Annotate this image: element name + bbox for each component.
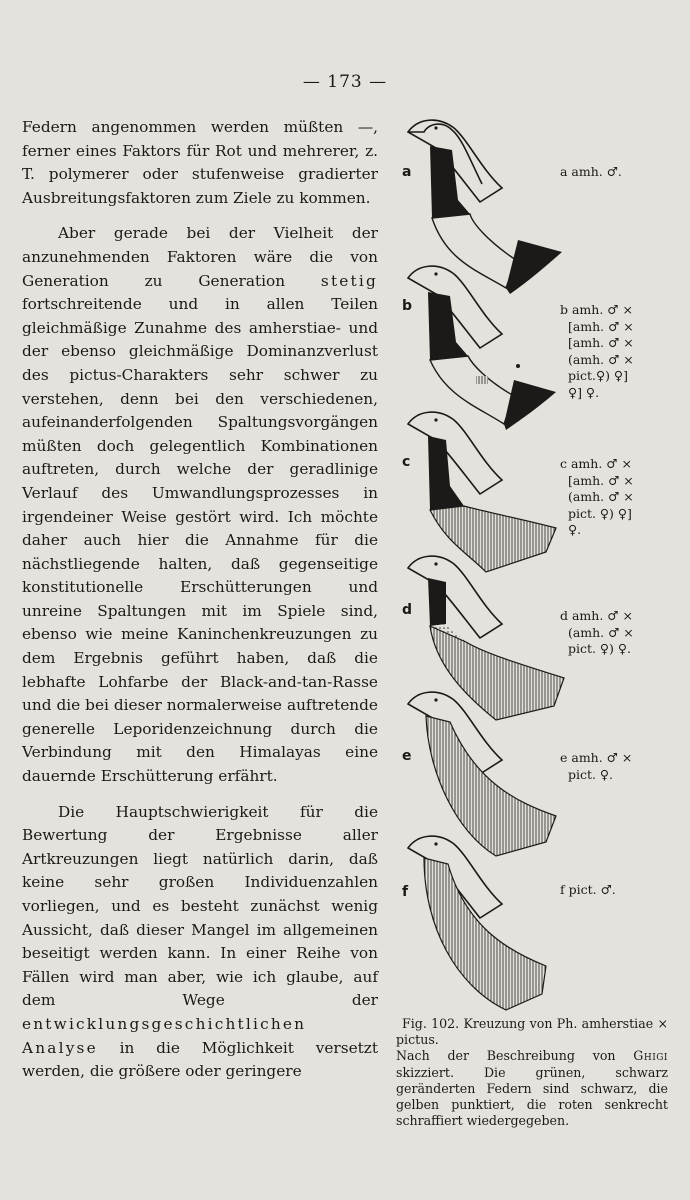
body-text	[22, 116, 378, 1084]
figure-letter-d: d	[402, 602, 413, 618]
caption-author: Ghigi	[633, 1048, 668, 1064]
figure-letter-a: a	[402, 164, 412, 180]
caption-description	[396, 1048, 668, 1129]
paragraph-1: Federn angenommen werden müßten —, ferner eines Faktors für Rot und mehrerer, z. T. polymerer oder stufenweise gradierter Ausbreitungsfaktoren zum Ziele zu kommen.	[22, 118, 378, 207]
caption-title: Fig. 102. Kreuzung von Ph. amherstiae × pictus.	[396, 1016, 668, 1048]
figure-letter-f: f	[402, 884, 409, 900]
figure-label-a: a amh. ♂.	[560, 164, 622, 179]
figure-label-d: d amh. ♂ × (amh. ♂ × pict. ♀) ♀.	[560, 608, 634, 656]
figure-letter-b: b	[402, 298, 413, 314]
figure-letter-c: c	[402, 454, 411, 470]
emphasis-analyse: entwicklungsgeschichtlichen Analyse	[22, 1014, 307, 1057]
emphasis-stetig: stetig	[320, 271, 378, 290]
page-number: — 173 —	[302, 72, 388, 92]
figure-102	[396, 110, 690, 1010]
caption-part-b: skizziert. Die grünen, schwarz geränderten Federn sind schwarz, die gelben punktiert, die roten senkrecht schraffiert wiedergegeben.	[396, 1064, 668, 1129]
figure-label-b: b amh. ♂ × [amh. ♂ × [amh. ♂ × (amh. ♂ × pict.♀) ♀] ♀] ♀.	[560, 302, 634, 400]
paragraph-2-part-b: fortschreitende und in allen Teilen gleichmäßige Zunahme des amherstiae- und der ebenso gleichmäßige Dominanzverlust des pictus-Charakters sehr schwer zu verstehen, denn bei den verschiedenen, aufeinanderfolgenden Spaltungsvorgängen müßten doch gelegentlich Kombinationen auftreten, durch welche der geradlinige Verlauf des Umwandlungsprozesses in irgendeiner Weise gestört wird. Ich möchte daher auch hier die Annahme für die nächstliegende halten, daß gegenseitige konstitutionelle Erschütterungen und unreine Spaltungen mit im Spiele sind, ebenso wie meine Kaninchenkreuzungen zu dem Ergebnis geführt haben, daß die lebhafte Lohfarbe der Black-and-tan-Rasse und die bei dieser normalerweise auftretende generelle Leporidenzeichnung durch die Verbindung mit den Himalayas eine dauernde Erschütterung erfährt.	[22, 295, 378, 786]
figure-label-c: c amh. ♂ × [amh. ♂ × (amh. ♂ × pict. ♀) ♀] ♀.	[560, 456, 634, 537]
caption-part-a: Nach der Beschreibung von	[396, 1048, 634, 1064]
paragraph-2	[22, 222, 378, 788]
paragraph-3-part-a: Die Hauptschwierigkeit für die Bewertung der Ergebnisse aller Artkreuzungen liegt natürlich darin, daß keine sehr großen Individuenzahlen vorliegen, und es besteht zunächst wenig Aussicht, daß dieser Mangel im allgemeinen beseitigt werden kann. In einer Reihe von Fällen wird man aber, wie ich glaube, auf dem Wege der	[22, 802, 378, 1010]
figure-label-e: e amh. ♂ × pict. ♀.	[560, 750, 633, 782]
figure-letter-e: e	[402, 748, 412, 764]
paragraph-3	[22, 801, 378, 1084]
figure-label-f: f pict. ♂.	[560, 882, 616, 897]
paragraph-2-part-a: Aber gerade bei der Vielheit der anzunehmenden Faktoren wäre die von Generation zu Generation	[22, 224, 378, 290]
paragraph-3-part-b: in die Möglichkeit versetzt werden, die größere oder geringere	[22, 1038, 378, 1081]
figure-caption	[396, 1016, 668, 1129]
bird-drawing-f	[406, 826, 566, 1016]
